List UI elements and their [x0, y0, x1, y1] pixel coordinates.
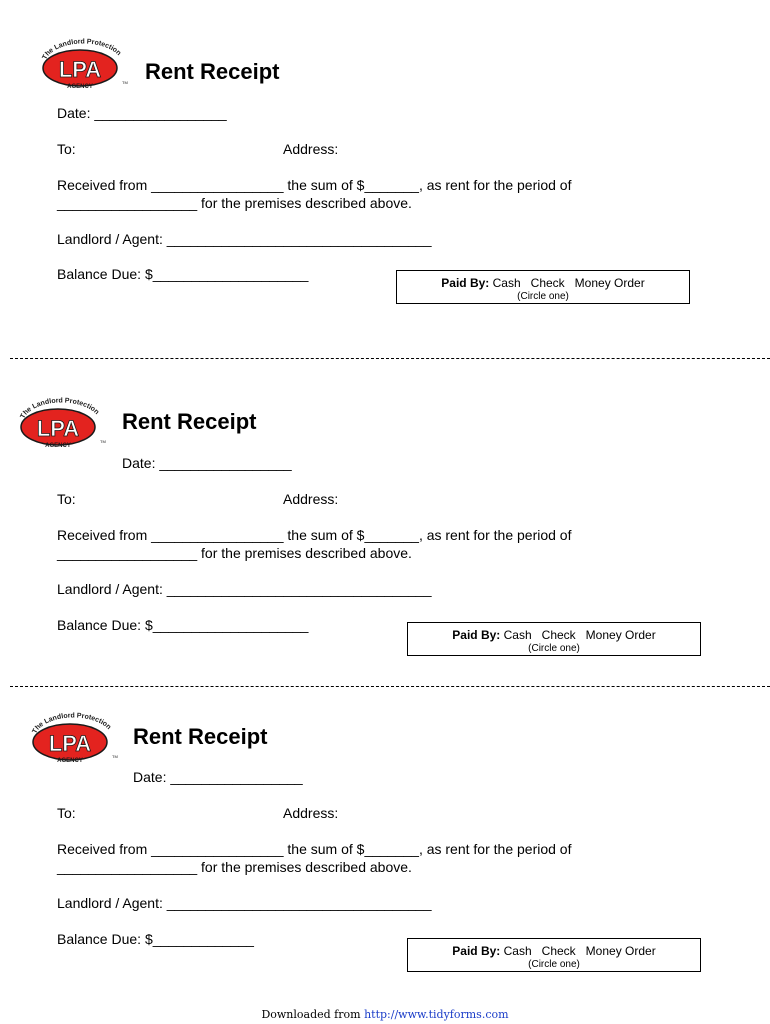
lpa-logo-icon — [38, 38, 128, 90]
svg-text:LPA: LPA — [58, 57, 102, 82]
paid-by-label: Paid By: — [452, 944, 501, 958]
lpa-logo — [28, 712, 118, 764]
to-label: To: — [57, 141, 76, 157]
paid-by-options[interactable]: Cash Check Money Order — [492, 276, 645, 290]
balance-due-field[interactable]: Balance Due: $____________________ — [57, 266, 309, 282]
svg-text:The Landlord Protection: The Landlord Protection — [41, 38, 123, 61]
paid-by-box — [407, 938, 701, 972]
svg-text:The Landlord Protection: The Landlord Protection — [31, 712, 113, 735]
lpa-logo — [38, 38, 128, 90]
footer-link[interactable]: http://www.tidyforms.com — [364, 1008, 509, 1021]
paid-by-options[interactable]: Cash Check Money Order — [503, 628, 656, 642]
paid-by-box — [407, 622, 701, 656]
date-field[interactable]: Date: _________________ — [57, 105, 227, 121]
address-label: Address: — [283, 491, 339, 507]
paid-by-box — [396, 270, 690, 304]
address-label: Address: — [283, 141, 339, 157]
received-line-1[interactable]: Received from _________________ the sum of $_______, as rent for the period of — [57, 841, 572, 857]
svg-text:LPA: LPA — [36, 416, 80, 441]
landlord-agent-field[interactable]: Landlord / Agent: __________________________________ — [57, 895, 432, 911]
paid-by-options[interactable]: Cash Check Money Order — [503, 944, 656, 958]
svg-text:LPA: LPA — [48, 731, 92, 756]
received-line-2[interactable]: __________________ for the premises described above. — [57, 859, 412, 875]
receipt-title: Rent Receipt — [145, 59, 280, 84]
received-line-1[interactable]: Received from _________________ the sum of $_______, as rent for the period of — [57, 527, 572, 543]
svg-text:AGENCY: AGENCY — [67, 84, 93, 90]
receipt-title: Rent Receipt — [122, 409, 257, 434]
received-line-2[interactable]: __________________ for the premises described above. — [57, 195, 412, 211]
svg-text:AGENCY: AGENCY — [45, 443, 71, 449]
svg-text:TM: TM — [122, 80, 128, 85]
circle-one-note: (Circle one) — [528, 643, 580, 654]
address-label: Address: — [283, 805, 339, 821]
circle-one-note: (Circle one) — [517, 291, 569, 302]
received-line-1[interactable]: Received from _________________ the sum of $_______, as rent for the period of — [57, 177, 572, 193]
received-line-2[interactable]: __________________ for the premises described above. — [57, 545, 412, 561]
svg-text:AGENCY: AGENCY — [57, 758, 83, 764]
to-label: To: — [57, 491, 76, 507]
lpa-logo-icon — [28, 712, 118, 764]
balance-due-field[interactable]: Balance Due: $____________________ — [57, 617, 309, 633]
landlord-agent-field[interactable]: Landlord / Agent: __________________________________ — [57, 581, 432, 597]
lpa-logo — [16, 397, 106, 449]
balance-due-field[interactable]: Balance Due: $_____________ — [57, 931, 254, 947]
landlord-agent-field[interactable]: Landlord / Agent: __________________________________ — [57, 231, 432, 247]
svg-text:TM: TM — [112, 754, 118, 759]
paid-by-label: Paid By: — [452, 628, 501, 642]
svg-text:The Landlord Protection: The Landlord Protection — [19, 397, 101, 420]
download-footer — [0, 1008, 770, 1021]
svg-text:TM: TM — [100, 439, 106, 444]
date-field[interactable]: Date: _________________ — [122, 455, 292, 471]
cut-line-2 — [10, 686, 770, 687]
footer-prefix: Downloaded from — [261, 1008, 361, 1021]
lpa-logo-icon — [16, 397, 106, 449]
date-field[interactable]: Date: _________________ — [133, 769, 303, 785]
cut-line-1 — [10, 358, 770, 359]
paid-by-label: Paid By: — [441, 276, 490, 290]
to-label: To: — [57, 805, 76, 821]
circle-one-note: (Circle one) — [528, 959, 580, 970]
receipt-title: Rent Receipt — [133, 724, 268, 749]
